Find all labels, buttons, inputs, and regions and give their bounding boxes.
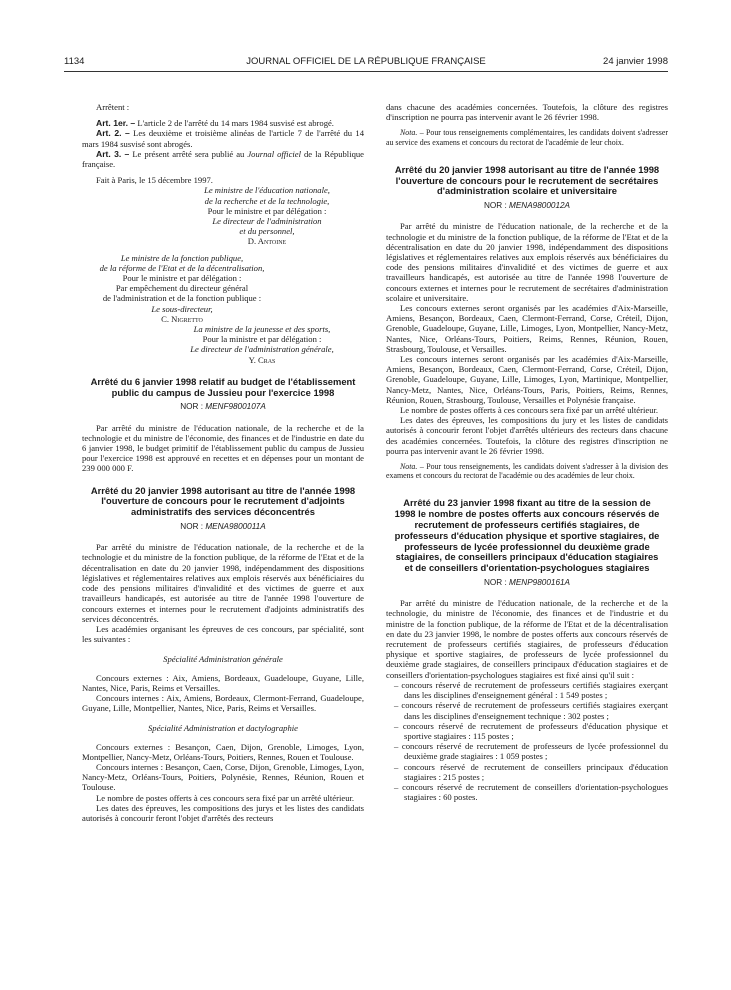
article-1 [82,118,364,128]
left-column [82,102,364,823]
nor-label: NOR : [180,522,204,532]
nor-label: NOR : [180,402,203,412]
sig2-line: Le sous-directeur, [151,303,213,314]
arrete-body: Les dates des épreuves, les compositions des jurys et les listes des candidats autorisés à concourir feront l'objet d'arrêtés des recteurs [82,802,364,823]
article-2 [82,128,364,148]
sig1-line: de la recherche et de la technologie, [204,195,330,206]
page-header [64,56,668,70]
sig2-line: Par empêchement du directeur général [115,283,249,294]
nor-code: MENA9800012A [509,201,571,211]
nota-text: – Pour tous renseignements, les candidats doivent s'adresser à la division des examens et concours du rectorat de l'académie ou des académies de leur choix. [386,462,668,481]
sig3-line: Pour la ministre et par délégation : [202,334,322,345]
arrete-body: Les concours externes seront organisés par les académies d'Aix-Marseille, Amiens, Besançon, Bordeaux, Caen, Clermont-Ferrand, Corse, Créteil, Dijon, Grenoble, Guadeloupe, Guyane, Lille, Limoges, Lyon, Montpellier, Nancy-Metz, Nantes, Nice, Orléans-Tours, Poitiers, Reims, Rennes, Réunion, Rouen, Strasbourg, Toulouse, et Versailles. [386,303,668,354]
continued-text: dans chacune des académies concernées. Toutefois, la clôture des registres d'inscription ne pourra pas intervenir avant le 26 février 1998. [386,102,668,123]
nor-label: NOR : [483,578,507,588]
speciality-heading: Spécialité Administration générale [163,654,283,665]
list-item: – concours réservé de recrutement de conseillers d'orientation-psychologues stagiaires : 60 postes. [394,781,668,803]
article-2-text: Les deuxième et troisième alinéas de l'article 7 de l'arrêté du 14 mars 1984 susvisé sont abrogés. [82,128,364,149]
sig2-line: Pour le ministre et par délégation : [122,273,242,284]
arrete-title: Arrêté du 20 janvier 1998 autorisant au titre de l'année 1998 l'ouverture de concours pour le recrutement d'adjoints administratifs des services déconcentrés [90,484,356,518]
sig2-name: C. Nigretto [161,313,203,324]
sig1-name: D. Antoine [247,236,287,247]
sig1-line: Pour le ministre et par délégation : [207,205,327,216]
arrete-body: Par arrêté du ministre de l'éducation nationale, de la recherche et de la technologie, du ministre de l'économie, des finances et de l'industrie et du ministre de la fonction publique, de la réforme de l'Etat et de la décentralisation en date du 23 janvier 1998, le nombre de postes offerts aux concours réservés de recrutement de professeurs certifiés stagiaires, de professeurs d'éducation physique et sportive stagiaires, de professeurs de lycée professionnel du deuxième grade stagiaires, de conseillers principaux d'éducation stagiaires et de conseillers d'orientation-psychologues stagiaires est fixé ainsi qu'il suit : [386,598,668,680]
nota-label: Nota. [400,462,418,472]
speciality-heading: Spécialité Administration et dactylographie [148,723,298,734]
arrete-body: Par arrêté du ministre de l'éducation nationale, de la recherche et de la technologie et du ministre de l'économie, des finances et de l'industrie en date du 6 janvier 1998, le budget primitif de l'établissement public du campus de Jussieu pour l'exercice 1998 est approuvé en recettes et en dépenses pour un montant de 239 000 000 F. [82,422,364,474]
header-rule [64,71,668,72]
concours-list: Concours internes : Aix, Amiens, Bordeaux, Clermont-Ferrand, Guadeloupe, Guyane, Lille, Montpellier, Nantes, Nice, Paris, Reims et Versailles. [82,692,364,714]
nor-code: MENF9800107A [205,402,266,412]
right-column [386,102,668,802]
signature-block-1 [172,185,362,246]
sig1-line: et du personnel, [239,226,295,237]
nor-code: MENA9800011A [205,522,266,532]
list-item: – concours réservé de recrutement de professeurs certifiés stagiaires exerçant dans les disciplines d'enseignement général : 1 549 postes ; [394,679,668,701]
nota [386,128,668,146]
arrete-title: Arrêté du 20 janvier 1998 autorisant au titre de l'année 1998 l'ouverture de concours pour le recrutement de secrétaires d'administration scolaire et universitaire [394,163,660,197]
article-3 [82,149,364,169]
article-3-journal: Journal officiel [247,148,301,159]
arrete-body: Les dates des épreuves, les compositions du jury et les listes de candidats autorisés à concourir feront l'objet d'arrêtés ultérieurs des recteurs dans chacune des académies concernées. Toutefois, la clôture des registres d'inscription ne pourra pas intervenir avant le 26 février 1998. [386,415,668,456]
sig3-line: Le directeur de l'administration générale, [190,344,334,355]
nota-text: – Pour tous renseignements complémentaires, les candidats doivent s'adresser au service des examens et concours du rectorat de l'académie de leur choix. [386,128,668,147]
sig3-name: Y. Cras [248,354,276,365]
nota-label: Nota. [400,128,418,138]
nor-line [386,578,668,588]
sig1-line: Le ministre de l'éducation nationale, [204,185,330,196]
arrete-body: Le nombre de postes offerts à ces concours sera fixé par un arrêté ultérieur. [96,792,355,803]
list-item: – concours réservé de recrutement de professeurs certifiés stagiaires exerçant dans les disciplines d'enseignement technique : 302 postes ; [394,700,668,721]
arrete-body: Par arrêté du ministre de l'éducation nationale, de la recherche et de la technologie et du ministre de la fonction publique, de la réforme de l'Etat et de la décentralisation en date du 20 janvier 1998, indépendamment des dispositions législatives et réglementaires relatives aux emplois réservés aux bénéficiaires du code des pensions militaires d'invalidité et des victimes de guerre et aux travailleurs handicapés, est autorisée au titre de l'année 1998 l'ouverture de concours externes et internes pour le recrutement d'adjoints administratifs des services déconcentrés. [82,542,364,624]
article-1-text: L'article 2 de l'arrêté du 14 mars 1984 susvisé est abrogé. [137,118,334,129]
article-3-text-a: Le présent arrêté sera publié au [132,148,245,159]
arrete-body: Le nombre de postes offerts à ces concours sera fixé par un arrêté ultérieur. [400,405,659,416]
sig2-line: Le ministre de la fonction publique, [120,252,244,263]
arrete-body: Les concours internes seront organisés par les académies d'Aix-Marseille, Amiens, Besançon, Bordeaux, Caen, Clermont-Ferrand, Corse, Créteil, Dijon, Grenoble, Guadeloupe, Guyane, Lille, Limoges, Lyon, Martinique, Montpellier, Nancy-Metz, Nantes, Nice, Orléans-Tours, Paris, Poitiers, Reims, Rennes, Réunion, Rouen, Strasbourg, Toulouse, Versailles et Polynésie française. [386,354,668,405]
arrete-body: Les académies organisant les épreuves de ces concours, par spécialité, sont les suivantes : [82,623,364,645]
journal-title: JOURNAL OFFICIEL DE LA RÉPUBLIQUE FRANÇAISE [246,56,486,67]
arretent-line: Arrêtent : [96,102,130,112]
signature-block-2 [82,253,282,324]
list-item: – concours réservé de recrutement de professeurs de lycée professionnel du deuxième grade stagiaires : 1 059 postes ; [394,741,668,762]
article-3-label: Art. 3. – [96,148,130,159]
nor-line [386,201,668,211]
article-2-label: Art. 2. – [96,128,130,139]
page-number: 1134 [64,56,85,67]
article-1-label: Art. 1er. – [96,118,136,129]
concours-list: Concours internes : Besançon, Caen, Corse, Dijon, Grenoble, Limoges, Lyon, Nancy-Metz, Orléans-Tours, Poitiers, Polynésie, Rennes, Réunion, Rouen et Toulouse. [82,761,364,793]
sig2-line: de l'administration et de la fonction publique : [102,293,262,304]
nor-code: MENP9800161A [509,578,571,588]
list-item: – concours réservé de recrutement de professeurs d'éducation physique et sportive stagiaires : 115 postes ; [394,720,668,741]
arrete-body: Par arrêté du ministre de l'éducation nationale, de la recherche et de la technologie et du ministre de la fonction publique, de la réforme de l'Etat et de la décentralisation en date du 20 janvier 1998, indépendamment des dispositions législatives et réglementaires relatives aux emplois réservés aux bénéficiaires du code des pensions militaires d'invalidité et des victimes de guerre et aux travailleurs handicapés, est autorisée au titre de l'année 1998 l'ouverture de concours externes et internes pour le recrutement de secrétaires d'administration scolaire et universitaire. [386,221,668,303]
signature-block-3 [162,324,362,365]
sig2-line: de la réforme de l'Etat et de la décentralisation, [99,262,265,273]
nor-line [82,402,364,412]
nor-label: NOR : [483,201,507,211]
concours-list: Concours externes : Aix, Amiens, Bordeaux, Guadeloupe, Guyane, Lille, Nantes, Nice, Paris, Reims et Versailles. [82,672,364,693]
nota [386,462,668,480]
sig1-line: Le directeur de l'administration [212,216,322,227]
list-item: – concours réservé de recrutement de conseillers principaux d'éducation stagiaires : 215 postes ; [394,761,668,782]
arrete-title: Arrêté du 23 janvier 1998 fixant au titre de la session de 1998 le nombre de postes offerts aux concours réservés de recrutement de professeurs certifiés stagiaires, de professeurs d'éducation physique et sportive stagiaires, de professeurs de lycée professionnel du deuxième grade stagiaires, de conseillers principaux d'éducation stagiaires et de conseillers d'orientation-psychologues stagiaires [394,497,660,574]
article-3-text-b: de la République française. [82,148,364,170]
sig3-line: La ministre de la jeunesse et des sports, [193,324,331,335]
fait-line: Fait à Paris, le 15 décembre 1997. [96,175,213,186]
issue-date: 24 janvier 1998 [603,56,668,67]
concours-list: Concours externes : Besançon, Caen, Dijon, Grenoble, Limoges, Lyon, Montpellier, Nancy-Metz, Orléans-Tours, Poitiers, Rennes, Rouen et Toulouse. [82,741,364,762]
nor-line [82,522,364,532]
arrete-title: Arrêté du 6 janvier 1998 relatif au budget de l'établissement public du campus de Jussieu pour l'exercice 1998 [90,375,356,398]
